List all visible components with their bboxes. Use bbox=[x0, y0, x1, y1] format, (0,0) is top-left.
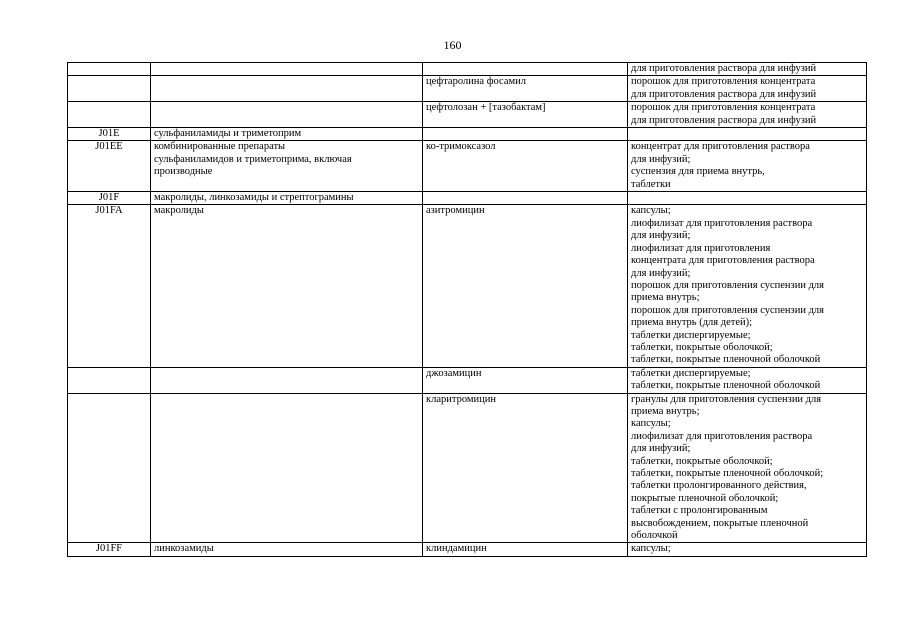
table-row bbox=[68, 192, 867, 205]
dosage-form-line: концентрата для приготовления раствора bbox=[631, 255, 815, 267]
drug-table-body bbox=[68, 63, 867, 557]
dosage-form-line: таблетки, покрытые пленочной оболочкой; bbox=[631, 468, 824, 479]
drug-name-cell bbox=[423, 63, 628, 76]
atc-code-cell bbox=[68, 63, 151, 76]
atc-code-cell bbox=[68, 393, 151, 543]
group-name-line: линкозамиды bbox=[154, 543, 214, 555]
dosage-form-line: таблетки диспергируемые; bbox=[631, 367, 751, 379]
dosage-form-line: капсулы; bbox=[631, 418, 671, 430]
table-row bbox=[68, 63, 867, 76]
dosage-form-line: порошок для приготовления концентрата bbox=[631, 102, 816, 114]
table-row bbox=[68, 367, 867, 393]
dosage-form-line: приема внутрь; bbox=[631, 292, 700, 304]
dosage-forms-cell bbox=[628, 76, 867, 102]
dosage-form-line: для инфузий; bbox=[631, 443, 691, 455]
atc-code-cell: J01F bbox=[68, 192, 151, 205]
dosage-form-line: таблетки диспергируемые; bbox=[631, 329, 751, 341]
group-name-cell bbox=[151, 367, 423, 393]
dosage-form-line: оболочкой bbox=[631, 530, 678, 542]
dosage-form-line: для приготовления раствора для инфузий bbox=[631, 63, 817, 74]
drug-name-cell: джозамицин bbox=[423, 367, 628, 393]
group-name-cell bbox=[151, 63, 423, 76]
group-name-line: макролиды bbox=[154, 205, 204, 217]
group-name-line: сульфаниламидов и триметоприма, включая bbox=[154, 153, 352, 165]
dosage-forms-cell bbox=[628, 367, 867, 393]
dosage-forms-cell bbox=[628, 205, 867, 367]
dosage-form-line: покрытые пленочной оболочкой; bbox=[631, 492, 779, 504]
dosage-form-line: лиофилизат для приготовления bbox=[631, 242, 771, 254]
dosage-form-line: приема внутрь (для детей); bbox=[631, 317, 753, 329]
drug-name-cell bbox=[423, 128, 628, 141]
drug-table bbox=[67, 62, 867, 557]
group-name-cell bbox=[151, 192, 423, 205]
dosage-form-line: таблетки, покрытые оболочкой; bbox=[631, 455, 773, 467]
dosage-forms-cell bbox=[628, 63, 867, 76]
drug-name-cell: азитромицин bbox=[423, 205, 628, 367]
dosage-form-line: для инфузий; bbox=[631, 230, 691, 242]
dosage-form-line: высвобождением, покрытые пленочной bbox=[631, 517, 809, 529]
dosage-form-line: гранулы для приготовления суспензии для bbox=[631, 393, 822, 405]
group-name-cell bbox=[151, 543, 423, 556]
table-row bbox=[68, 128, 867, 141]
dosage-form-line: лиофилизат для приготовления раствора bbox=[631, 217, 813, 229]
dosage-form-line: для инфузий; bbox=[631, 153, 691, 165]
dosage-form-line: порошок для приготовления суспензии для bbox=[631, 304, 824, 316]
atc-code-cell bbox=[68, 367, 151, 393]
dosage-forms-cell bbox=[628, 192, 867, 205]
drug-name-cell bbox=[423, 192, 628, 205]
dosage-form-line: приема внутрь; bbox=[631, 405, 700, 417]
drug-name-cell: ко-тримоксазол bbox=[423, 141, 628, 192]
dosage-form-line: таблетки, покрытые пленочной оболочкой bbox=[631, 380, 821, 392]
dosage-forms-cell bbox=[628, 128, 867, 141]
group-name-cell bbox=[151, 102, 423, 128]
atc-code-cell: J01EE bbox=[68, 141, 151, 192]
dosage-forms-cell bbox=[628, 102, 867, 128]
group-name-line: комбинированные препараты bbox=[154, 141, 286, 153]
atc-code-cell: J01FF bbox=[68, 543, 151, 556]
drug-name-cell: клиндамицин bbox=[423, 543, 628, 556]
dosage-form-line: порошок для приготовления концентрата bbox=[631, 76, 816, 88]
dosage-forms-cell bbox=[628, 543, 867, 556]
table-row bbox=[68, 102, 867, 128]
dosage-form-line: таблетки, покрытые пленочной оболочкой bbox=[631, 354, 821, 366]
page-number: 160 bbox=[443, 38, 462, 52]
dosage-form-line: лиофилизат для приготовления раствора bbox=[631, 430, 813, 442]
dosage-form-line: концентрат для приготовления раствора bbox=[631, 141, 810, 153]
atc-code-cell bbox=[68, 102, 151, 128]
dosage-form-line: капсулы; bbox=[631, 205, 671, 217]
group-name-cell bbox=[151, 128, 423, 141]
table-row bbox=[68, 543, 867, 556]
dosage-form-line: таблетки с пролонгированным bbox=[631, 505, 768, 517]
dosage-form-line: суспензия для приема внутрь, bbox=[631, 166, 765, 178]
dosage-form-line: капсулы; bbox=[631, 543, 671, 555]
table-row bbox=[68, 205, 867, 367]
atc-code-cell: J01FA bbox=[68, 205, 151, 367]
group-name-cell bbox=[151, 205, 423, 367]
group-name-cell bbox=[151, 393, 423, 543]
table-row bbox=[68, 141, 867, 192]
table-row bbox=[68, 76, 867, 102]
group-name-cell bbox=[151, 76, 423, 102]
atc-code-cell bbox=[68, 76, 151, 102]
table-row bbox=[68, 393, 867, 543]
group-name-line: макролиды, линкозамиды и стрептограмины bbox=[154, 192, 354, 204]
dosage-form-line: для приготовления раствора для инфузий bbox=[631, 114, 817, 126]
group-name-line: производные bbox=[154, 166, 213, 178]
dosage-form-line: таблетки пролонгированного действия, bbox=[631, 480, 807, 492]
group-name-line: сульфаниламиды и триметоприм bbox=[154, 128, 302, 140]
atc-code-cell: J01E bbox=[68, 128, 151, 141]
group-name-cell bbox=[151, 141, 423, 192]
dosage-form-line: для приготовления раствора для инфузий bbox=[631, 88, 817, 100]
dosage-forms-cell bbox=[628, 141, 867, 192]
dosage-form-line: таблетки, покрытые оболочкой; bbox=[631, 341, 773, 353]
dosage-form-line: порошок для приготовления суспензии для bbox=[631, 279, 824, 291]
dosage-form-line: таблетки bbox=[631, 178, 671, 190]
dosage-forms-cell bbox=[628, 393, 867, 543]
dosage-form-line: для инфузий; bbox=[631, 267, 691, 279]
drug-name-cell: цефтаролина фосамил bbox=[423, 76, 628, 102]
drug-name-cell: кларитромицин bbox=[423, 393, 628, 543]
drug-name-cell: цефтолозан + [тазобактам] bbox=[423, 102, 628, 128]
